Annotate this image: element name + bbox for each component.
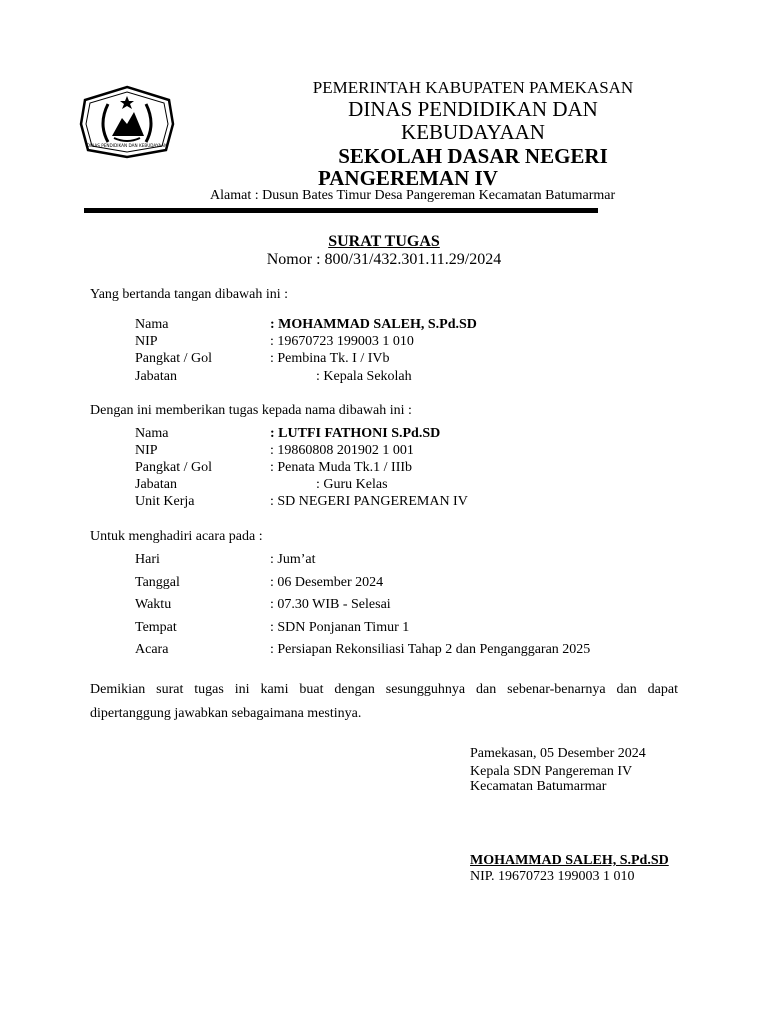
event-place-label: Tempat [135,620,177,635]
signer-rank-value: : Pembina Tk. I / IVb [270,351,390,366]
signature-place-date: Pamekasan, 05 Desember 2024 [470,746,646,761]
signer-name-value: : MOHAMMAD SALEH, S.Pd.SD [270,317,477,332]
assignee-rank-label: Pangkat / Gol [135,460,212,475]
closing-paragraph: Demikian surat tugas ini kami buat dengan sesungguhnya dan sebenar-benarnya dan dapat dipertanggung jawabkan sebagaimana mestinya. [90,682,678,721]
signature-name: MOHAMMAD SALEH, S.Pd.SD [470,853,669,868]
signer-rank-label: Pangkat / Gol [135,351,212,366]
assignee-position-value: : Guru Kelas [316,477,388,492]
signature-nip: NIP. 19670723 199003 1 010 [470,869,635,884]
logo-text: DINAS PENDIDIKAN DAN KEBUDAYAAN [86,143,168,148]
signer-position-label: Jabatan [135,369,177,384]
assignee-position-label: Jabatan [135,477,177,492]
event-day-label: Hari [135,552,160,567]
signer-nip-value: : 19670723 199003 1 010 [270,334,414,349]
event-agenda-value: : Persiapan Rekonsiliasi Tahap 2 dan Penganggaran 2025 [270,642,591,657]
event-date-label: Tanggal [135,575,180,590]
letterhead-school-1: SEKOLAH DASAR NEGERI [338,144,608,168]
event-day-value: : Jum’at [270,552,316,567]
letter-title: SURAT TUGAS [328,233,440,250]
regency-logo [78,84,176,160]
letter-number: Nomor : 800/31/432.301.11.29/2024 [266,251,502,268]
event-intro: Untuk menghadiri acara pada : [90,529,263,544]
assignee-nip-label: NIP [135,443,158,458]
event-date-value: : 06 Desember 2024 [270,575,384,590]
letterhead-school-2: PANGEREMAN IV [318,166,498,190]
letterhead-department-2: KEBUDAYAAN [401,120,545,144]
event-place-value: : SDN Ponjanan Timur 1 [270,620,410,635]
letterhead-department-1: DINAS PENDIDIKAN DAN [348,97,598,121]
signer-name-label: Nama [135,317,169,332]
signature-district: Kecamatan Batumarmar [470,779,607,794]
signer-nip-label: NIP [135,334,158,349]
assignee-intro: Dengan ini memberikan tugas kepada nama dibawah ini : [90,403,412,418]
signer-intro: Yang bertanda tangan dibawah ini : [90,287,289,302]
signer-position-value: : Kepala Sekolah [316,369,412,384]
event-agenda-label: Acara [135,642,169,657]
event-time-value: : 07.30 WIB - Selesai [270,597,391,612]
letterhead-divider [84,208,598,213]
assignee-rank-value: : Penata Muda Tk.1 / IIIb [270,460,413,475]
letterhead-address: Alamat : Dusun Bates Timur Desa Pangereman Kecamatan Batumarmar [210,188,616,203]
event-time-label: Waktu [135,597,172,612]
assignee-name-label: Nama [135,426,169,441]
signature-position: Kepala SDN Pangereman IV [470,764,633,779]
assignee-unit-label: Unit Kerja [135,494,195,509]
assignee-nip-value: : 19860808 201902 1 001 [270,443,414,458]
letterhead-government: PEMERINTAH KABUPATEN PAMEKASAN [312,78,634,97]
assignee-unit-value: : SD NEGERI PANGEREMAN IV [270,494,468,509]
assignee-name-value: : LUTFI FATHONI S.Pd.SD [270,426,441,441]
